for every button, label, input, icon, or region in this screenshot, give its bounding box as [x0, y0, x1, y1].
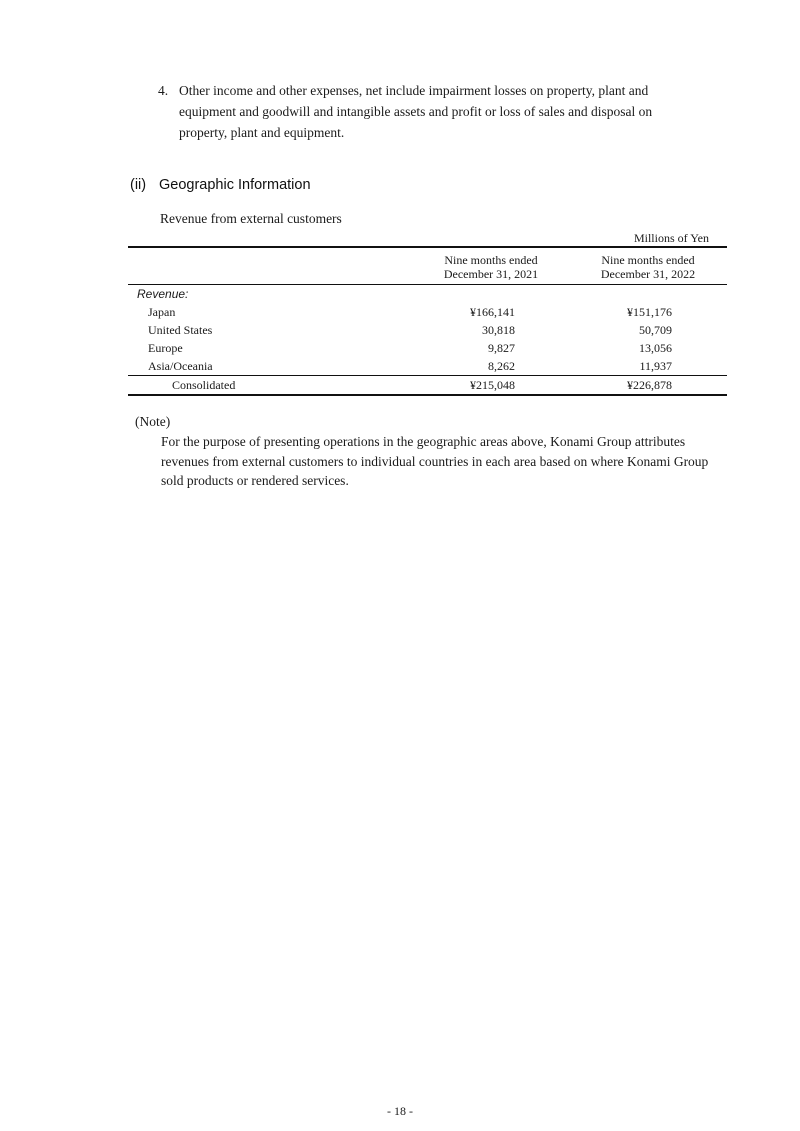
table-row: [128, 321, 727, 339]
value-2022: 11,937: [639, 359, 672, 373]
note-heading: (Note): [135, 414, 171, 429]
header-empty-cell: [128, 247, 413, 285]
value-2021: 8,262: [488, 359, 515, 373]
table-row: [128, 303, 727, 321]
section-title: Geographic Information: [159, 177, 311, 193]
note-item-4: [158, 80, 688, 143]
note-item-number: 4.: [158, 83, 169, 98]
total-label: Consolidated: [128, 376, 413, 396]
category-row: [128, 285, 727, 304]
column-header-line1: Nine months ended: [601, 253, 695, 267]
total-row: [128, 376, 727, 396]
table-units: Millions of Yen: [633, 231, 709, 245]
geographic-revenue-table: [128, 246, 727, 396]
total-value-2022: ¥226,878: [569, 376, 727, 396]
table-row: [128, 357, 727, 376]
table-row: [128, 339, 727, 357]
note-item-text: Other income and other expenses, net include impairment losses on property, plant and equipment and goodwill and intangible assets and profit or loss of sales and disposal on property, plant and equipment.: [179, 83, 653, 140]
value-2021: 30,818: [482, 323, 515, 337]
category-label: Revenue:: [137, 287, 189, 301]
table-header-row: [128, 247, 727, 285]
value-2022: ¥151,176: [627, 305, 672, 319]
column-header-line1: Nine months ended: [444, 253, 538, 267]
note-body: For the purpose of presenting operations in the geographic areas above, Konami Group attributes revenues from external customers to individual countries in each area based on where Konami Group sold products or rendered services.: [161, 434, 709, 488]
row-label: United States: [148, 323, 213, 337]
table-subtitle: Revenue from external customers: [160, 211, 342, 226]
column-header-2021: [413, 247, 569, 285]
value-2022: 13,056: [639, 341, 672, 355]
column-header-2022: [569, 247, 727, 285]
value-2022: 50,709: [639, 323, 672, 337]
value-2021: ¥166,141: [470, 305, 515, 319]
total-value-2021: ¥215,048: [413, 376, 569, 396]
page-number: - 18 -: [387, 1104, 413, 1118]
column-header-line2: December 31, 2021: [443, 267, 539, 281]
row-label: Europe: [148, 341, 183, 355]
value-2021: 9,827: [488, 341, 515, 355]
row-label: Asia/Oceania: [148, 359, 213, 373]
column-header-line2: December 31, 2022: [600, 267, 696, 281]
section-heading: [130, 177, 311, 193]
row-label: Japan: [148, 305, 176, 319]
section-marker: (ii): [130, 177, 147, 193]
